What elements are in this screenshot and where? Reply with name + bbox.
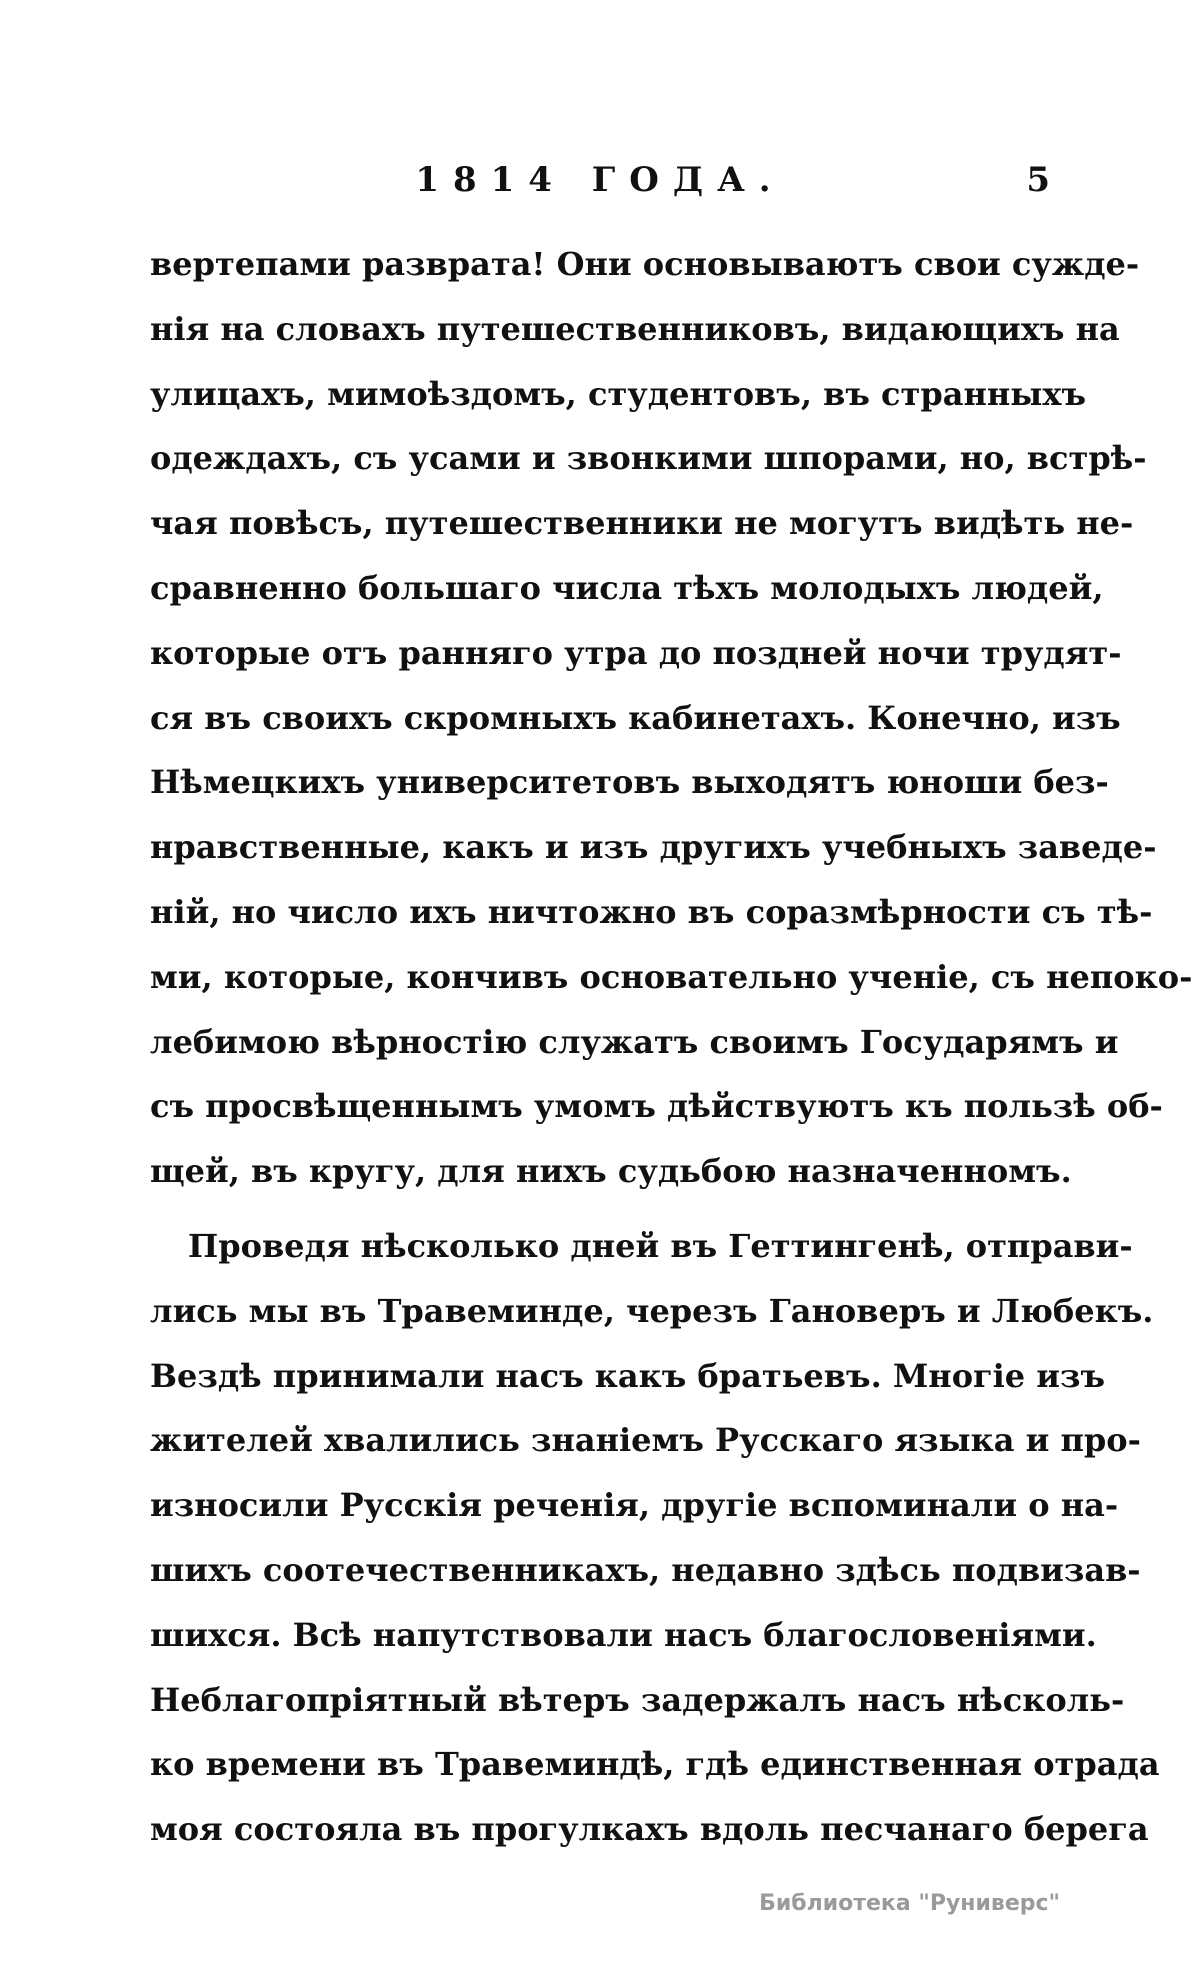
text-line: износили Русскія реченія, другіе вспоминали о на- — [150, 1486, 1119, 1525]
text-line: жителей хвалились знаніемъ Русскаго языка и про- — [150, 1421, 1141, 1460]
text-line: лись мы въ Травеминде, черезъ Гановеръ и Любекъ. — [150, 1291, 1154, 1330]
text-line: щей, въ кругу, для нихъ судьбою назначенномъ. — [150, 1152, 1072, 1191]
text-line: шихся. Всѣ напутствовали насъ благословеніями. — [150, 1615, 1097, 1654]
text-line: нія на словахъ путешественниковъ, видающихъ на — [150, 309, 1120, 348]
text-line: ся въ своихъ скромныхъ кабинетахъ. Конечно, изъ — [150, 698, 1121, 737]
text-line: Вездѣ принимали насъ какъ братьевъ. Многіе изъ — [150, 1356, 1105, 1395]
running-title: 1814 ГОДА. — [415, 160, 785, 200]
text-line: Неблагопріятный вѣтеръ задержалъ насъ нѣсколь- — [150, 1680, 1125, 1719]
text-line: чая повѣсъ, путешественники не могутъ видѣть не- — [150, 504, 1134, 543]
text-line: ми, которые, кончивъ основательно ученіе, съ непоко- — [150, 957, 1193, 996]
text-line: нравственные, какъ и изъ другихъ учебныхъ заведе- — [150, 828, 1157, 867]
text-line: шихъ соотечественникахъ, недавно здѣсь подвизав- — [150, 1550, 1141, 1589]
paragraph-2 — [150, 1214, 1160, 1862]
text-line: ній, но число ихъ ничтожно въ соразмѣрности съ тѣ- — [150, 892, 1153, 931]
page-header — [150, 160, 1050, 210]
library-watermark: Библиотека "Руниверс" — [759, 1891, 1060, 1916]
paragraph-gap — [150, 1204, 1050, 1214]
text-line: моя состояла въ прогулкахъ вдоль песчанаго берега — [150, 1810, 1149, 1849]
text-line: Проведя нѣсколько дней въ Геттингенѣ, отправи- — [188, 1226, 1133, 1265]
paragraph-1 — [150, 232, 1193, 1204]
text-line: ко времени въ Травеминдѣ, гдѣ единственная отрада — [150, 1745, 1160, 1784]
body-text — [150, 232, 1193, 1862]
text-line: вертепами разврата! Они основываютъ свои сужде- — [150, 245, 1140, 283]
text-line: съ просвѣщеннымъ умомъ дѣйствуютъ къ пользѣ об- — [150, 1087, 1163, 1126]
text-line: которые отъ ранняго утра до поздней ночи трудят- — [150, 633, 1122, 672]
page-number: 5 — [1026, 160, 1050, 200]
text-line: лебимою вѣрностію служатъ своимъ Государямъ и — [150, 1022, 1119, 1061]
text-line: сравненно большаго числа тѣхъ молодыхъ людей, — [150, 568, 1104, 607]
text-line: одеждахъ, съ усами и звонкими шпорами, но, встрѣ- — [150, 439, 1147, 478]
text-line: улицахъ, мимоѣздомъ, студентовъ, въ странныхъ — [150, 374, 1086, 413]
text-line: Нѣмецкихъ университетовъ выходятъ юноши без- — [150, 763, 1109, 802]
